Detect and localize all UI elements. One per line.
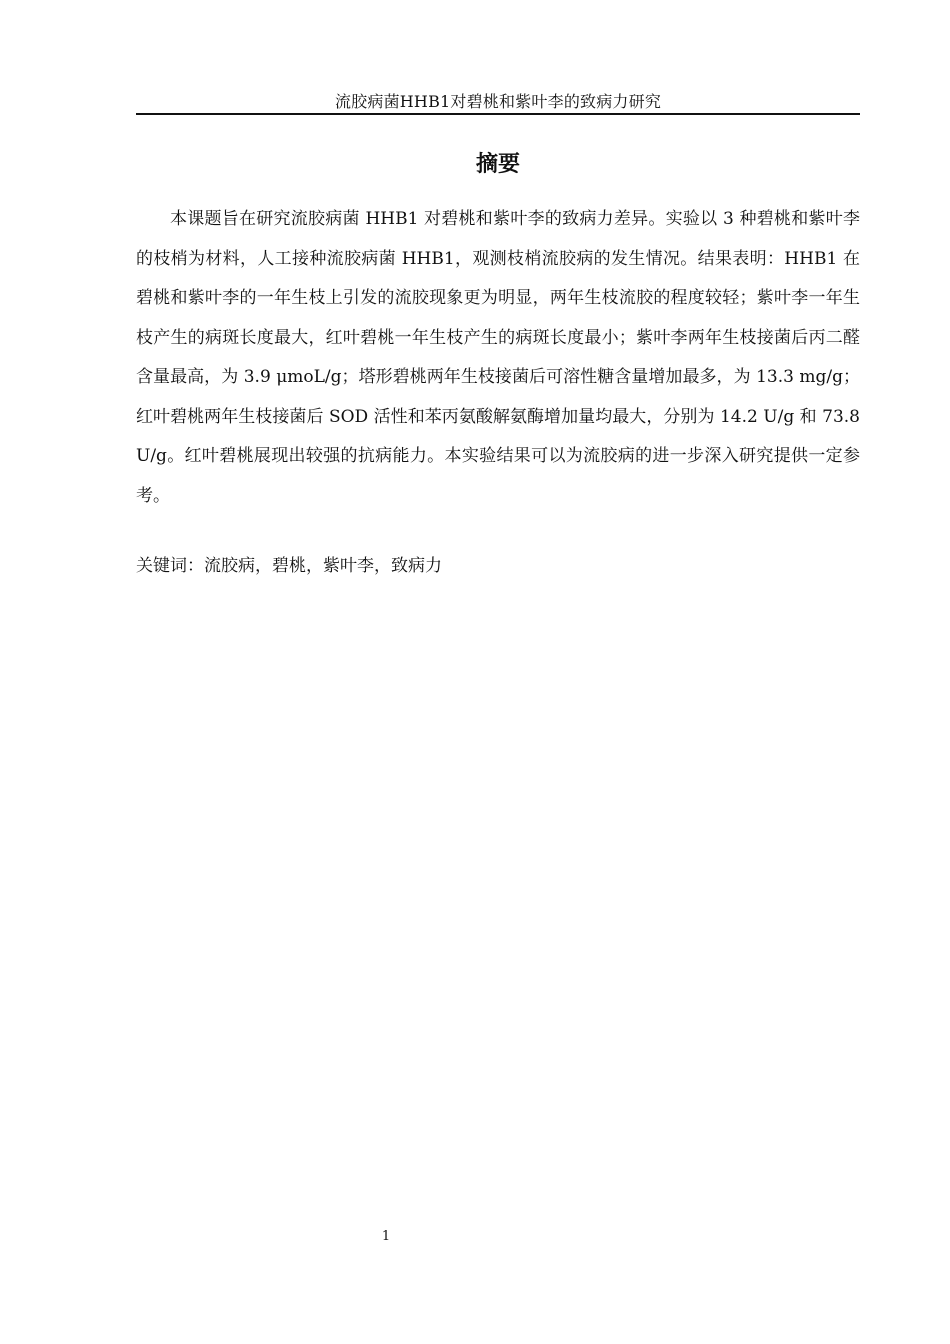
keywords-line: 关键词：流胶病，碧桃，紫叶李，致病力 — [136, 556, 442, 576]
header-divider — [136, 113, 860, 115]
abstract-body-paragraph: 本课题旨在研究流胶病菌 HHB1 对碧桃和紫叶李的致病力差异。实验以 3 种碧桃和紫叶李的枝梢为材料，人工接种流胶病菌 HHB1，观测枝梢流胶病的发生情况。结果表明：HHB1 在碧桃和紫叶李的一年生枝上引发的流胶现象更为明显，两年生枝流胶的程度较轻；紫叶李一年生枝产生的病斑长度最大，红叶碧桃一年生枝产生的病斑长度最小；紫叶李两年生枝接菌后丙二醛含量最高，为 3.9 μmoL/g；塔形碧桃两年生枝接菌后可溶性糖含量增加最多，为 13.3 mg/g；红叶碧桃两年生枝接菌后 SOD 活性和苯丙氨酸解氨酶增加量均最大，分别为 14.2 U/g 和 73.8 U/g。红叶碧桃展现出较强的抗病能力。本实验结果可以为流胶病的进一步深入研究提供一定参考。 — [136, 209, 860, 506]
abstract-heading: 摘要 — [475, 152, 520, 177]
running-header-title: 流胶病菌HHB1对碧桃和紫叶李的致病力研究 — [334, 92, 662, 111]
page-number: 1 — [381, 1229, 391, 1244]
